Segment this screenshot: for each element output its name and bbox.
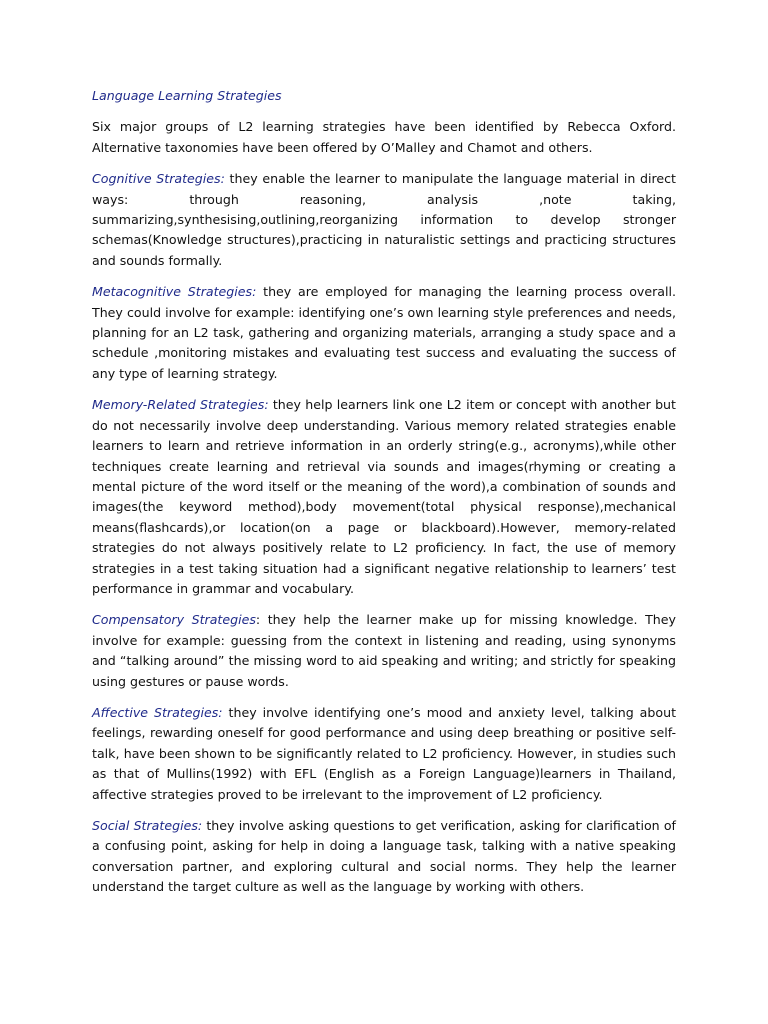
document-title: Language Learning Strategies <box>92 88 282 103</box>
section-body-cognitive: they enable the learner to manipulate the language material in direct ways: through reasoning, analysis ,note taking, summarizing,synthesising,outlining,reorganizing information to develop stronger schemas(Knowledge structures),practicing in naturalistic settings and practicing structures and sounds formally. <box>92 171 676 268</box>
intro-paragraph: Six major groups of L2 learning strategies have been identified by Rebecca Oxford. Alternative taxonomies have been offered by O’Malley and Chamot and others. <box>92 119 676 155</box>
section-body-metacognitive: they are employed for managing the learning process overall. They could involve for example: identifying one’s own learning style preferences and needs, planning for an L2 task, gathering and organizing materials, arranging a study space and a schedule ,monitoring mistakes and evaluating test success and evaluating the success of any type of learning strategy. <box>92 284 676 381</box>
section-cognitive <box>92 169 676 271</box>
section-body-memory-related: they help learners link one L2 item or concept with another but do not necessarily involve deep understanding. Various memory related strategies enable learners to learn and retrieve information in an orderly string(e.g., acronyms),while other techniques create learning and retrieval via sounds and images(rhyming or creating a mental picture of the word itself or the meaning of the word),a combination of sounds and images(the keyword method),body movement(total physical response),mechanical means(flashcards),or location(on a page or blackboard).However, memory-related strategies do not always positively relate to L2 proficiency. In fact, the use of memory strategies in a test taking situation had a significant negative relationship to learners’ test performance in grammar and vocabulary. <box>92 397 676 596</box>
section-body-social: they involve asking questions to get verification, asking for clarification of a confusing point, asking for help in doing a language task, talking with a native speaking conversation partner, and exploring cultural and social norms. They help the learner understand the target culture as well as the language by working with others. <box>92 818 676 895</box>
section-heading-memory-related: Memory-Related Strategies: <box>92 397 269 413</box>
section-social <box>92 816 676 898</box>
section-metacognitive <box>92 282 676 384</box>
section-heading-cognitive: Cognitive Strategies: <box>92 171 225 187</box>
document-page <box>92 86 676 909</box>
section-body-affective: they involve identifying one’s mood and anxiety level, talking about feelings, rewarding oneself for good performance and using deep breathing or positive self-talk, have been shown to be significantly related to L2 proficiency. However, in studies such as that of Mullins(1992) with EFL (English as a Foreign Language)learners in Thailand, affective strategies proved to be irrelevant to the improvement of L2 proficiency. <box>92 704 677 802</box>
section-memory-related <box>92 395 676 599</box>
section-compensatory <box>92 610 676 692</box>
section-heading-compensatory: Compensatory Strategies <box>92 612 256 628</box>
section-affective <box>92 703 676 805</box>
section-body-compensatory: : they help the learner make up for missing knowledge. They involve for example: guessing from the context in listening and reading, using synonyms and “talking around” the missing word to aid speaking and writing; and strictly for speaking using gestures or pause words. <box>92 612 676 689</box>
section-heading-social: Social Strategies: <box>92 818 203 833</box>
section-heading-affective: Affective Strategies: <box>92 704 223 720</box>
section-heading-metacognitive: Metacognitive Strategies: <box>92 284 257 300</box>
